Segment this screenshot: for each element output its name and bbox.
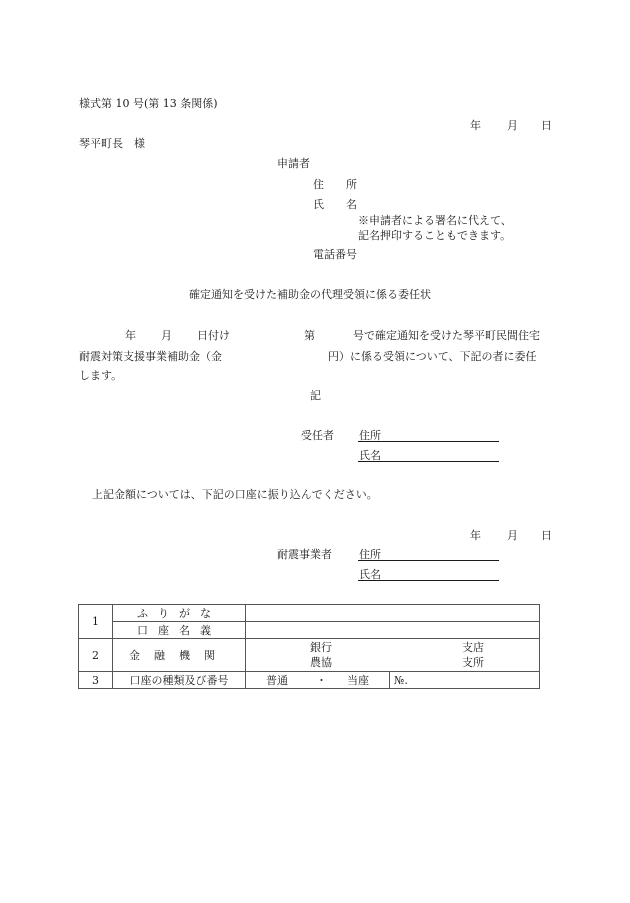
- applicant-name-label: 氏 名: [313, 198, 357, 211]
- branch-option: 支店: [462, 641, 484, 654]
- delegate-name-line[interactable]: [358, 461, 499, 462]
- furigana-field[interactable]: [246, 605, 540, 622]
- bank-account-table: [78, 604, 540, 689]
- table-row-institution: [79, 639, 540, 672]
- delegate-address-label: 住所: [359, 429, 381, 442]
- bank-option: 銀行: [310, 641, 332, 654]
- contractor-name-label: 氏名: [359, 568, 381, 581]
- account-number-field[interactable]: [390, 672, 540, 689]
- account-holder-field[interactable]: [246, 622, 540, 639]
- body-line3: します。: [79, 369, 123, 382]
- applicant-address-label: 住 所: [313, 178, 357, 191]
- row-number: 2: [79, 639, 113, 672]
- footer-date-month: 月: [507, 529, 518, 542]
- current-account-option: 当座: [347, 673, 369, 687]
- date-day: 日: [541, 119, 552, 132]
- addressee: 琴平町長 様: [79, 137, 145, 150]
- agri-coop-option: 農協: [310, 656, 332, 669]
- table-row-furigana: [79, 605, 540, 622]
- body-line2-right: 円）に係る受領について、下記の者に委任: [328, 350, 537, 363]
- body-year: 年: [125, 329, 136, 342]
- institution-field[interactable]: [246, 639, 540, 672]
- footer-date-year: 年: [470, 529, 481, 542]
- furigana-label: ふりがな: [113, 605, 246, 622]
- table-row-account-type: [79, 672, 540, 689]
- contractor-name-line[interactable]: [358, 580, 499, 581]
- account-type-label: 口座の種類及び番号: [113, 672, 246, 689]
- table-row-holder: [79, 622, 540, 639]
- body-month: 月: [161, 329, 172, 342]
- row-number: 1: [79, 605, 113, 639]
- date-month: 月: [507, 119, 518, 132]
- applicant-heading: 申請者: [277, 157, 310, 170]
- row-number: 3: [79, 672, 113, 689]
- body-dai: 第: [304, 329, 315, 342]
- body-dated: 日付け: [197, 329, 230, 342]
- ki-heading: 記: [310, 389, 321, 402]
- delegate-label: 受任者: [301, 429, 334, 442]
- contractor-address-line[interactable]: [358, 560, 499, 561]
- phone-label: 電話番号: [313, 248, 357, 261]
- delegate-name-label: 氏名: [359, 449, 381, 462]
- signature-note-line2: 記名押印することもできます。: [358, 229, 512, 242]
- body-line1-rest: 号で確定通知を受けた琴平町民間住宅: [353, 329, 540, 342]
- contractor-label: 耐震事業者: [277, 548, 332, 561]
- signature-note-line1: ※申請者による署名に代えて、: [358, 214, 512, 227]
- footer-date-day: 日: [541, 529, 552, 542]
- form-number: 様式第 10 号(第 13 条関係): [79, 97, 218, 110]
- account-holder-label: 口座名義: [113, 622, 246, 639]
- institution-label: 金融機関: [113, 639, 246, 672]
- delegate-address-line[interactable]: [358, 441, 499, 442]
- body-line2-left: 耐震対策支援事業補助金（金: [79, 350, 222, 363]
- document-title: 確定通知を受けた補助金の代理受領に係る委任状: [189, 288, 431, 301]
- normal-account-option: 普通: [266, 673, 288, 687]
- date-year: 年: [470, 119, 481, 132]
- account-type-field[interactable]: [246, 672, 390, 689]
- transfer-instruction: 上記金額については、下記の口座に振り込んでください。: [92, 488, 378, 501]
- sub-branch-option: 支所: [462, 656, 484, 669]
- contractor-address-label: 住所: [359, 548, 381, 561]
- account-number-label: №.: [394, 673, 408, 687]
- separator-dot: ・: [316, 673, 327, 687]
